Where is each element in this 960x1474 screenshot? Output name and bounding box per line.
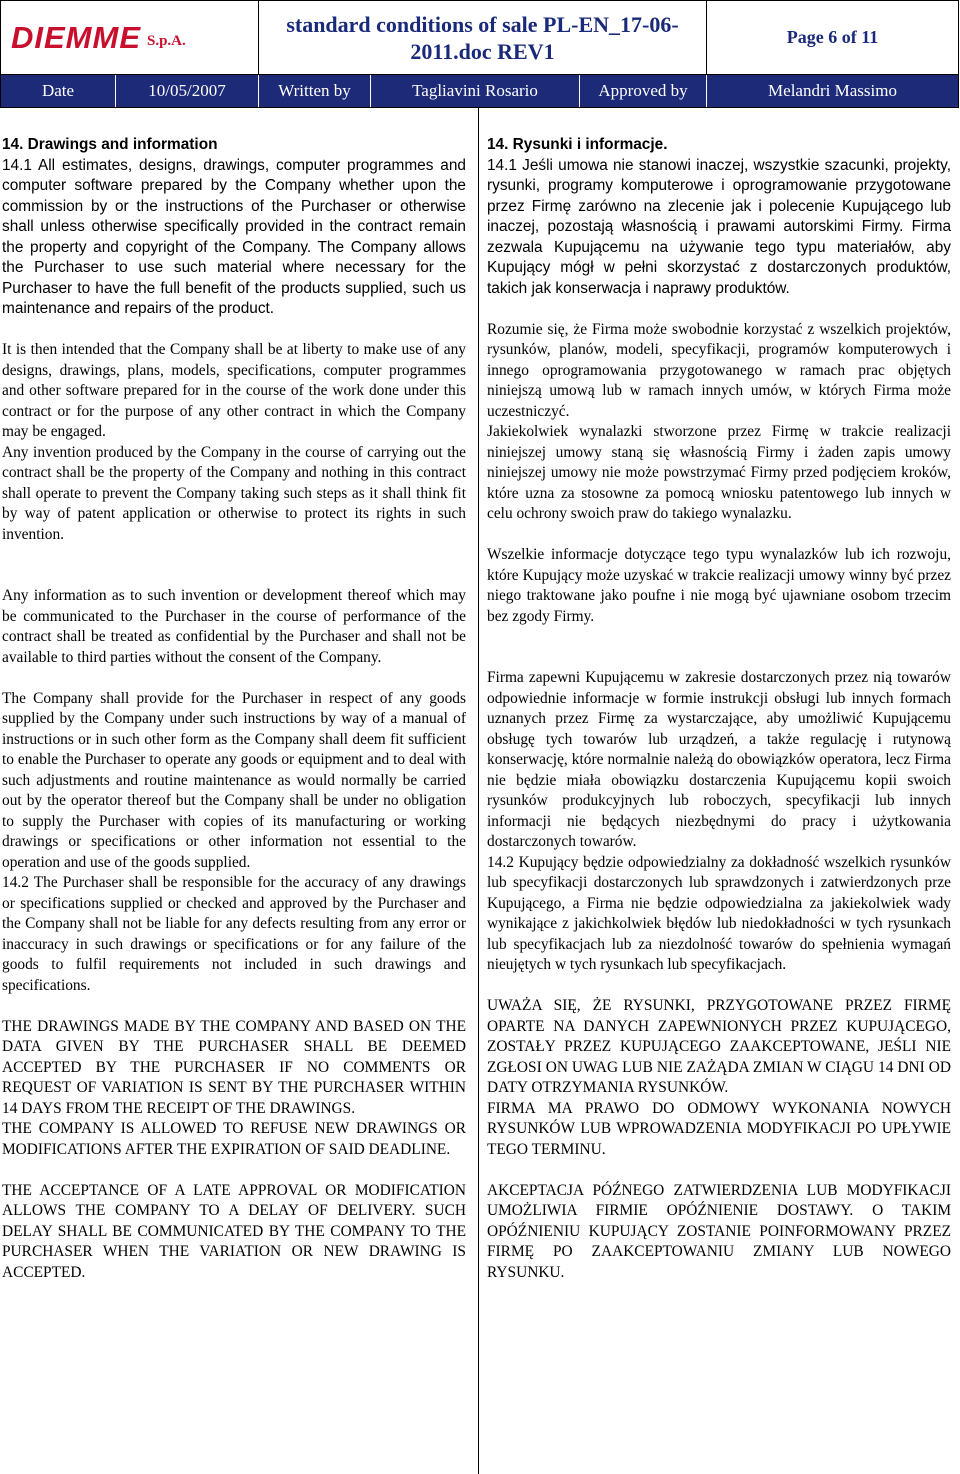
english-column: [2, 135, 466, 1283]
column-divider: [478, 108, 479, 1474]
header-top-row: [1, 1, 958, 75]
paragraph-invention-pl: Jakiekolwiek wynalazki stworzone przez Firmę w trakcie realizacji niniejszej umowy staną się własnością Firmy i żaden zapis umowy niniejszej umowy nie może powstrzymać Firmy przed podjęciem kroków, które uzna za stosowne za pomocą wniosku patentowego lub innych w celu ochrony swoich praw do takiego wynalazku.: [487, 423, 951, 522]
logo-suffix: S.p.A.: [147, 33, 186, 49]
paragraph-drawings-accepted: THE DRAWINGS MADE BY THE COMPANY AND BASED ON THE DATA GIVEN BY THE PURCHASER SHALL BE DEEMED ACCEPTED BY THE PURCHASER IF NO COMMENTS OR REQUEST OF VARIATION IS SENT BY THE PURCHASER WITHIN 14 DAYS FROM THE RECEIPT OF THE DRAWINGS.: [2, 1017, 466, 1117]
paragraph-liberty: It is then intended that the Company shall be at liberty to make use of any designs, drawings, plans, models, specifications, computer programmes and other software prepared for in the course of the work done under this contract or for the purpose of any other contract in which the Company may be engaged.: [2, 341, 466, 440]
written-by-label: Written by: [259, 75, 371, 107]
section-heading-pl: 14. Rysunki i informacje.: [487, 136, 668, 153]
paragraph-confidential: Any information as to such invention or development thereof which may be communicated to the Purchaser in the course of performance of the contract shall be treated as confidential by the Purchaser and shall not be available to third parties without the consent of the Company.: [2, 587, 466, 666]
logo-wordmark: DIEMME: [11, 19, 141, 55]
paragraph-confidential-pl: Wszelkie informacje dotyczące tego typu wynalazków lub ich rozwoju, które Kupujący może uzyskać w trakcie realizacji umowy winny być przez niego traktowane jako poufne i nie mogą być ujawniane osobom trzecim bez zgody Firmy.: [487, 546, 951, 625]
paragraph-refuse-drawings: THE COMPANY IS ALLOWED TO REFUSE NEW DRAWINGS OR MODIFICATIONS AFTER THE EXPIRATION OF SAID DEADLINE.: [2, 1120, 466, 1158]
paragraph-liberty-pl: Rozumie się, że Firma może swobodnie korzystać z wszelkich projektów, rysunków, planów, modeli, specyfikacji, programów komputerowych i innego oprogramowania przygotowanego w ramach prac objętych niniejszą umową lub w ramach innych umów, w których Firma może uczestniczyć.: [487, 320, 951, 420]
paragraph-14-2: 14.2 The Purchaser shall be responsible for the accuracy of any drawings or specifications supplied or checked and approved by the Purchaser and the Company shall not be liable for any defects resulting from any error or inaccuracy in such drawings or specifications or for any failure of the goods to fulfil requirements not included in such drawings and specifications.: [2, 874, 466, 994]
paragraph-14-1-pl: 14.1 Jeśli umowa nie stanowi inaczej, wszystkie szacunki, projekty, rysunki, programy komputerowe i oprogramowanie przygotowane przez Firmę zarówno na zlecenie jak i polecenie Kupującego lub inaczej, pozostają własnością i prawami autorskimi Firmy. Firma zezwala Kupującemu na używanie tego typu materiałów, aby Kupujący mógł w pełni skorzystać z dostarczonych produktów, takich jak konserwacja i naprawy produktów.: [487, 156, 951, 297]
date-label: Date: [1, 75, 116, 107]
paragraph-14-2-pl: 14.2 Kupujący będzie odpowiedzialny za dokładność wszelkich rysunków lub specyfikacji dostarczonych lub sprawdzonych i zatwierdzonych prze Kupującego, a Firma nie będzie odpowiedzialna za jakiekolwiek wady wynikające z jakichkolwiek błędów lub niedokładności w tych rysunkach lub specyfikacjach lub za niezdolność towarów do spełnienia wymagań nieujętych w tych rysunkach lub specyfikacjach.: [487, 853, 951, 973]
page-number: Page 6 of 11: [786, 27, 879, 47]
written-by-value: Tagliavini Rosario: [371, 75, 580, 107]
paragraph-manual: The Company shall provide for the Purchaser in respect of any goods supplied by the Company under such instructions by way of a manual of instructions or in such other form as the Company shall deem fit sufficient to enable the Purchaser to operate any goods or equipment and to deal with such adjustments and routine maintenance as would normally be carried out by the operator thereof but the Company shall be under no obligation to supply the Purchaser with copies of its manufacturing or working drawings or specifications or other information not essential to the operation and use of the goods supplied.: [2, 689, 466, 871]
paragraph-late-approval-pl: AKCEPTACJA PÓŹNEGO ZATWIERDZENIA LUB MODYFIKACJI UMOŻLIWIA FIRMIE OPÓŹNIENIE DOSTAWY. O TAKIM OPÓŹNIENIU KUPUJĄCY ZOSTANIE POINFORMOWANY PRZEZ FIRMĘ PO ZAAKCEPTOWANIU ZMIANY LUB NOWEGO RYSUNKU.: [487, 1181, 951, 1281]
date-value: 10/05/2007: [116, 75, 259, 107]
paragraph-late-approval: THE ACCEPTANCE OF A LATE APPROVAL OR MODIFICATION ALLOWS THE COMPANY TO A DELAY OF DELIVERY. SUCH DELAY SHALL BE COMMUNICATED BY THE COMPANY TO THE PURCHASER WHEN THE VARIATION OR NEW DRAWING IS ACCEPTED.: [2, 1181, 466, 1281]
document-title: standard conditions of sale PL-EN_17-06-2011.doc REV1: [259, 1, 707, 74]
paragraph-drawings-accepted-pl: UWAŻA SIĘ, ŻE RYSUNKI, PRZYGOTOWANE PRZEZ FIRMĘ OPARTE NA DANYCH ZAPEWNIONYCH PRZEZ KUPUJĄCEGO, ZOSTAŁY PRZEZ KUPUJĄCEGO ZAAKCEPTOWANE, JEŚLI NIE ZGŁOSI ON UWAG LUB NIE ZAŻĄDA ZMIAN W CIĄGU 14 DNI OD DATY OTRZYMANIA RYSUNKÓW.: [487, 997, 951, 1096]
company-logo: [1, 1, 259, 74]
paragraph-refuse-drawings-pl: FIRMA MA PRAWO DO ODMOWY WYKONANIA NOWYCH RYSUNKÓW LUB WPROWADZENIA MODYFIKACJI PO UPŁYWIE TEGO TERMINU.: [487, 1099, 951, 1158]
approved-by-label: Approved by: [580, 75, 707, 107]
paragraph-invention: Any invention produced by the Company in the course of carrying out the contract shall be the property of the Company and nothing in this contract shall operate to prevent the Company taking such steps as it shall think fit by way of patent application or otherwise to protect its rights in such invention.: [2, 443, 466, 543]
section-heading: 14. Drawings and information: [2, 136, 218, 153]
paragraph-14-1: 14.1 All estimates, designs, drawings, computer programmes and computer software prepared by the Company whether upon the commission by or the instructions of the Purchaser or otherwise shall unless otherwise specifically provided in the contract remain the property and copyright of the Company. The Company allows the Purchaser to use such material where necessary for the Purchaser to have the full benefit of the products supplied, such us maintenance and repairs of the product.: [2, 156, 466, 317]
paragraph-manual-pl: Firma zapewni Kupującemu w zakresie dostarczonych przez nią towarów odpowiednie informacje w formie instrukcji obsługi lub innych formach uznanych przez Firmę za wystarczające, aby umożliwić Kupującemu obsługę tych towarów lub urządzeń, a także regulację i rutynową konserwację, które normalnie należą do obowiązków operatora, lecz Firma nie będzie miała obowiązku dostarczenia Kupującemu kopii swoich rysunków produkcyjnych lub roboczych, specyfikacji lub innych informacji nie będących niezbędnymi do pracy i użytkowania dostarczonych towarów.: [487, 669, 951, 850]
header-meta-row: [1, 75, 958, 107]
polish-column: [487, 135, 951, 1283]
document-header: [0, 0, 959, 108]
approved-by-value: Melandri Massimo: [768, 81, 897, 100]
